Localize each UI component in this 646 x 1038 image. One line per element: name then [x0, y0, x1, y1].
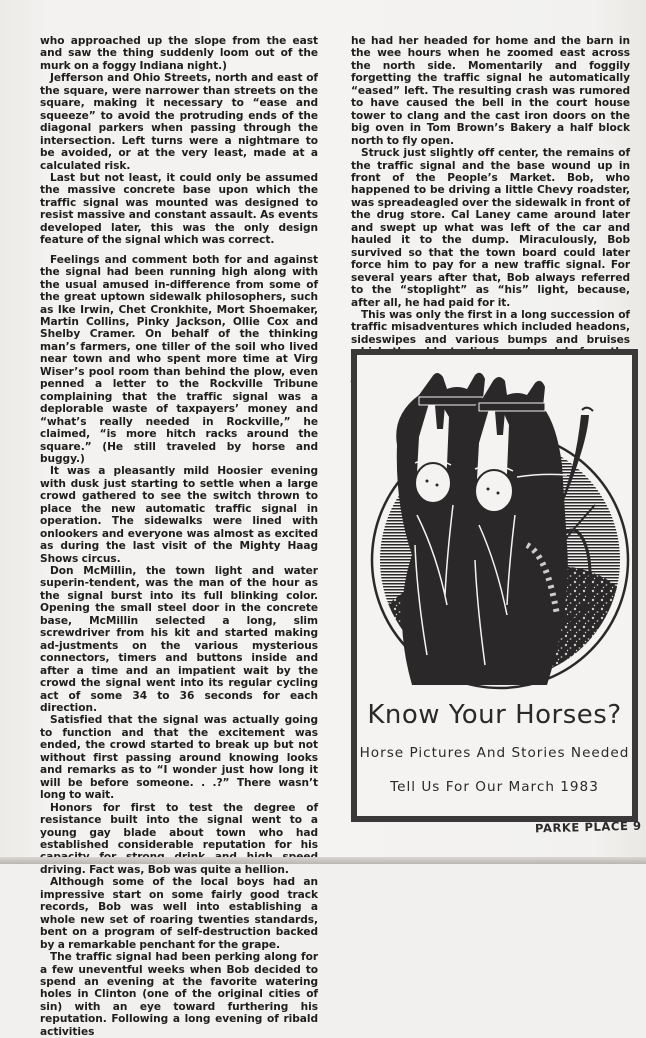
article-left-column: [40, 35, 318, 1038]
article-paragraph: Satisfied that the signal was actually going to function and that the excitement was ended, the crowd started to break up but not without first passing around knowing looks and remarks as to “I wonder just how long it will be before someone. . .?” There wasn’t long to wait.: [40, 714, 318, 802]
article-paragraph: The traffic signal had been perking along for a few uneventful weeks when Bob decided to spend an evening at the favorite watering holes in Clinton (one of the original cities of sin) with an eye toward furthering his reputation. Following a long evening of ribald activities: [40, 951, 318, 1038]
article-paragraph: Last but not least, it could only be assumed the massive concrete base upon which the traffic signal was mounted was designed to resist massive and constant assault. As events developed later, this was the only design feature of the signal which was correct.: [40, 171, 318, 247]
article-paragraph: Jefferson and Ohio Streets, north and east of the square, were narrower than streets on the square, making it necessary to “ease and squeeze” to avoid the protruding ends of the diagonal parkers when passing through the intersection. Left turns were a nightmare to be avoided, or at the very least, made at a calculated risk.: [40, 72, 318, 172]
article-paragraph: This was only the first in a long succession of traffic misadventures which included headons, sideswipes and various bumps and bruises: [351, 308, 630, 346]
page-folio: PARKE PLACE 9: [534, 818, 642, 836]
ad-headline: Know Your Horses?: [367, 700, 622, 730]
article-paragraph: Don McMillin, the town light and water superin-tendent, was the man of the hour as the signal burst into its full blinking color. Opening the small steel door in the concrete base, McMillin selected a long, slim screwdriver from his kit and started making ad-justments on the various mysterious connectors, timers and buttons inside and after a time and an impatient wait by the crowd the signal went into its regular cycling act of some 34 to 36 seconds for each direction.: [40, 565, 318, 715]
draft-horses-illustration: [357, 355, 632, 700]
horse-advertisement: [351, 349, 638, 822]
right-horse: [457, 377, 568, 685]
article-paragraph: he had her headed for home and the barn in the wee hours when he zoomed east across the north side. Momentarily and foggily forgetting the traffic signal he automatically “eased” left. The resulting crash was rumored to have caused the bell in the court house tower to clang and the cast iron doors on the big oven in Tom Brown’s Bakery a half block north to fly open.: [351, 35, 630, 147]
article-paragraph: Honors for first to test the degree of resistance built into the signal went to a young gay blade about town who had established considerable reputation for his driving. Fact was, Bob was quite a hellion.: [40, 801, 318, 876]
article-paragraph: Although some of the local boys had an impressive start on some fairly good track records, Bob was well into establishing a whole new set of roaring twenties standards, bent on a program of self-destruction backed by a remarkable penchant for the grape.: [40, 876, 318, 951]
page-bottom-edge: [0, 857, 646, 864]
article-paragraph: Feelings and comment both for and against the signal had been running high along with the usual amused in-difference from some of the great uptown sidewalk philosophers, such as Ike Irwin, Chet Cronkhite, Mort Shoemaker, Martin Collins, Pinky Jackson, Ollie Cox and Shelby Cramer. On behalf of the thinking man’s farmers, one tiller of the soil who lived near town and who spent more time at Virg Wiser’s pool room than behind the plow, even penned a letter to the Rockville Tribune complaining that the traffic signal was a deplorable waste of taxpayers’ money and “what’s really needed in Rockville,” he claimed, “is more hitch racks around the square.” (He still traveled by horse and buggy.): [40, 253, 318, 465]
ad-call-to-action: Horse Pictures And Stories Needed: [359, 745, 630, 761]
article-paragraph: who approached up the slope from the east and saw the thing suddenly loom out of the murk on a foggy Indiana night.): [40, 35, 318, 72]
ad-deadline: Tell Us For Our March 1983: [390, 779, 599, 795]
article-paragraph: Struck just slightly off center, the remains of the traffic signal and the base wound up in front of the People’s Market. Bob, who happened to be driving a little Chevy roadster, was spreadeagled over the sidewalk in front of the drug store. Cal Laney came around later and swept up what was left of the car and hauled it to the dump. Miraculously, Bob survived so that the town board could later force him to pay for a new traffic signal. For several years after that, Bob always referred to the “stoplight” as “his” light, because, after all, he had paid for it.: [351, 147, 630, 309]
article-paragraph: It was a pleasantly mild Hoosier evening with dusk just starting to settle when a large crowd gathered to see the switch thrown to place the new automatic traffic signal in operation. The sidewalks were lined with onlookers and everyone was almost as excited as during the last visit of the Mighty Haag Shows circus.: [40, 465, 318, 565]
